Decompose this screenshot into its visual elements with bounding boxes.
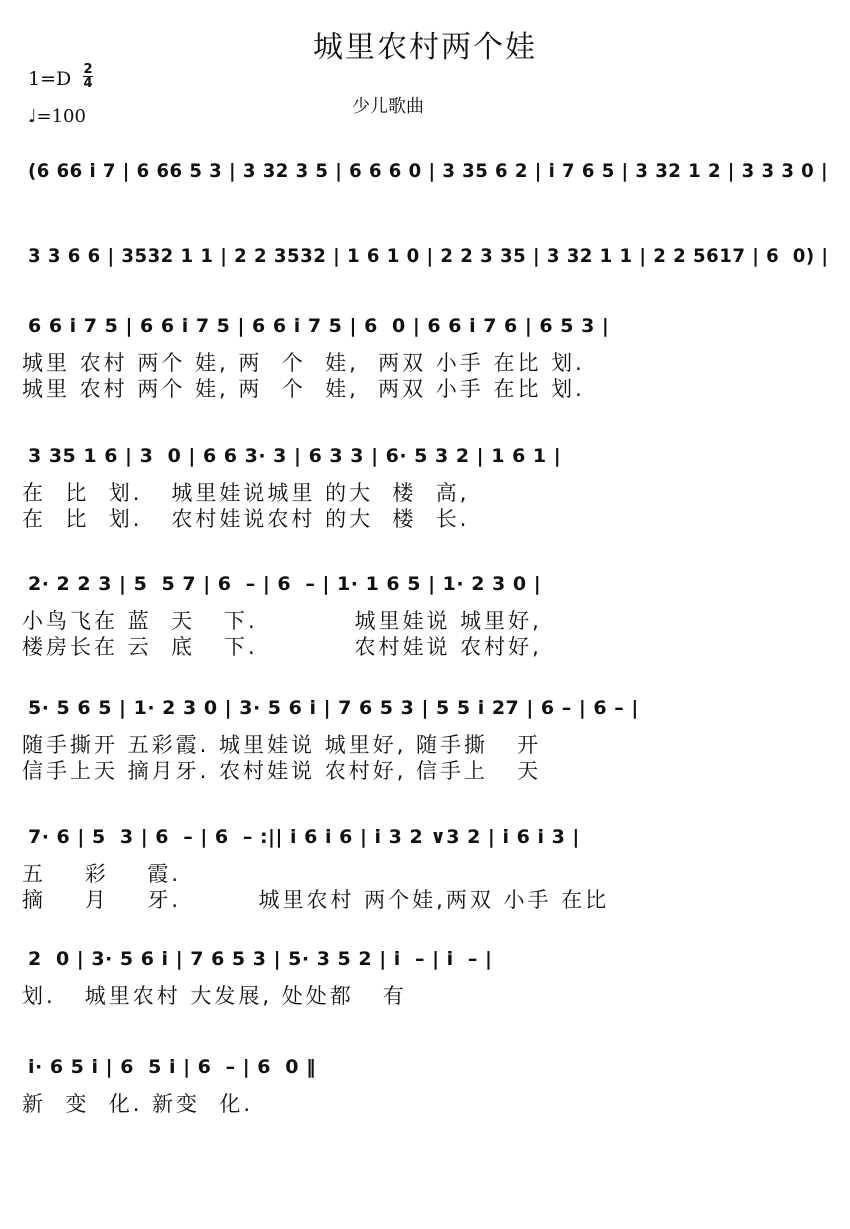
lyric-verse-2: 信手上天 摘月牙. 农村娃说 农村好, 信手上 天	[22, 759, 542, 783]
song-title: 城里农村两个娃	[313, 30, 537, 65]
staff-line	[0, 1056, 850, 1116]
notation-text: 7· 6 | 5 3 | 6 – | 6 – :|| i 6 i 6 | i 3 2 ∨3 2 | i 6 i 3 |	[28, 826, 580, 848]
staff-line	[0, 573, 850, 659]
staff-line	[0, 826, 850, 912]
notation-text: i· 6 5 i | 6 5 i | 6 – | 6 0 ‖	[28, 1056, 317, 1078]
key-signature: 1=D	[28, 68, 72, 90]
meter-bottom: 4	[83, 76, 93, 91]
lyric-verse-1: 在 比 划. 城里娃说城里 的大 楼 高,	[22, 481, 470, 505]
lyric-verse-1: 小鸟飞在 蓝 天 下. 城里娃说 城里好,	[22, 609, 542, 633]
notation-text: 5· 5 6 5 | 1· 2 3 0 | 3· 5 6 i | 7 6 5 3 | 5 5 i 27 | 6 – | 6 – |	[28, 697, 639, 719]
staff-line	[0, 245, 850, 285]
notation-text: 6 6 i 7 5 | 6 6 i 7 5 | 6 6 i 7 5 | 6 0 | 6 6 i 7 6 | 6 5 3 |	[28, 315, 610, 337]
staff-line	[0, 948, 850, 1008]
lyric-verse-1: 划. 城里农村 大发展, 处处都 有	[22, 984, 407, 1008]
staff-line	[0, 160, 850, 200]
lyric-verse-2: 在 比 划. 农村娃说农村 的大 楼 长.	[22, 507, 470, 531]
lyric-verse-2: 楼房长在 云 底 下. 农村娃说 农村好,	[22, 635, 542, 659]
lyric-verse-1: 新 变 化. 新变 化.	[22, 1092, 254, 1116]
notation-text: (6 66 i 7 | 6 66 5 3 | 3 32 3 5 | 6 6 6 0 | 3 35 6 2 | i 7 6 5 | 3 32 1 2 | 3 3 3 0 |	[28, 160, 829, 182]
staff-line	[0, 445, 850, 531]
tempo-marking: ♩=100	[28, 106, 86, 127]
meter-top: 2	[83, 62, 93, 77]
genre-label: 少儿歌曲	[352, 96, 424, 117]
staff-line	[0, 697, 850, 783]
lyric-verse-1: 五 彩 霞.	[22, 862, 182, 886]
lyric-verse-1: 城里 农村 两个 娃, 两 个 娃, 两双 小手 在比 划.	[22, 351, 585, 375]
lyric-verse-2: 城里 农村 两个 娃, 两 个 娃, 两双 小手 在比 划.	[22, 377, 585, 401]
time-signature	[83, 64, 93, 89]
lyric-verse-1: 随手撕开 五彩霞. 城里娃说 城里好, 随手撕 开	[22, 733, 542, 757]
notation-text: 3 3 6 6 | 3532 1 1 | 2 2 3532 | 1 6 1 0 | 2 2 3 35 | 3 32 1 1 | 2 2 5617 | 6 0) |	[28, 245, 829, 267]
notation-text: 2 0 | 3· 5 6 i | 7 6 5 3 | 5· 3 5 2 | i – | i – |	[28, 948, 493, 970]
notation-text: 3 35 1 6 | 3 0 | 6 6 3· 3 | 6 3 3 | 6· 5 3 2 | 1 6 1 |	[28, 445, 562, 467]
notation-text: 2· 2 2 3 | 5 5 7 | 6 – | 6 – | 1· 1 6 5 | 1· 2 3 0 |	[28, 573, 542, 595]
lyric-verse-2: 摘 月 牙. 城里农村 两个娃,两双 小手 在比	[22, 888, 610, 912]
staff-line	[0, 315, 850, 401]
